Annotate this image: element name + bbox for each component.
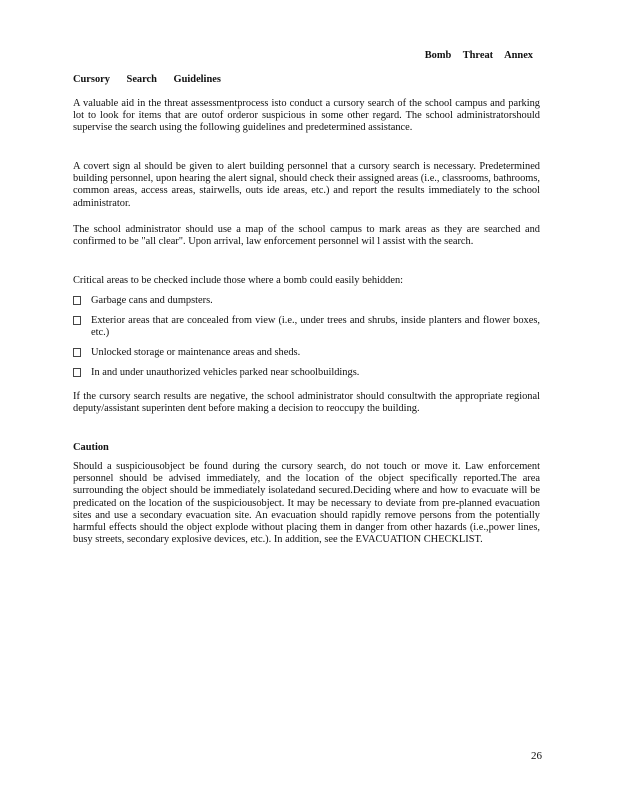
bullet-icon — [73, 368, 81, 377]
section-heading-caution: Caution — [73, 442, 109, 453]
bullet-icon — [73, 316, 81, 325]
list-item-text: Garbage cans and dumpsters. — [91, 295, 213, 306]
list-item-text: Unlocked storage or maintenance areas and sheds. — [91, 347, 301, 358]
list-item — [73, 367, 540, 377]
list-item — [73, 315, 540, 339]
paragraph-threat-assessment: A valuable aid in the threat assessmentprocess isto conduct a cursory search of the school campus and parking lot to look for items that are outof orderor suspicious in some other regard. The school administratorshould supervise the search using the following guidelines and predetermined assistance. — [73, 98, 540, 134]
list-item — [73, 295, 540, 305]
page-number: 26 — [531, 750, 542, 762]
page-header: Bomb Threat Annex — [424, 50, 533, 61]
paragraph-negative-results: If the cursory search results are negative, the school administrator should consultwith the appropriate regional deputy/assistant superinten dent before making a decision to reoccupy the building. — [73, 391, 540, 415]
bullet-icon — [73, 296, 81, 305]
list-item-text: Exterior areas that are concealed from view (i.e., under trees and shrubs, inside planters and flower boxes, etc.) — [91, 315, 540, 339]
section-heading-cursory-search: Cursory Search Guidelines — [73, 74, 221, 85]
list-item-text: In and under unauthorized vehicles parked near schoolbuildings. — [91, 367, 360, 378]
paragraph-critical-areas: Critical areas to be checked include those where a bomb could easily behidden: — [73, 275, 404, 286]
list-item — [73, 347, 540, 357]
bullet-icon — [73, 348, 81, 357]
paragraph-campus-map: The school administrator should use a map of the school campus to mark areas as they are searched and confirmed to be "all clear". Upon arrival, law enforcement personnel wil l assist with the search. — [73, 224, 540, 248]
paragraph-caution: Should a suspiciousobject be found during the cursory search, do not touch or move it. Law enforcement personnel should be advised immediately, and the location of the object specifically reported.The area surrounding the object should be immediately isolatedand secured.Deciding where and how to evacuate will be predicated on the location of the suspiciousobject. It may be necessary to deviate from pre-planned evacuation sites and use a secondary evacuation site. An evacuation should rapidly remove persons from the potentially harmful effects should the object explode without placing them in danger from other hazards (i.e.,power lines, busy streets, secondary explosive devices, etc.). In addition, see the EVACUATION CHECKLIST. — [73, 461, 540, 546]
paragraph-covert-signal: A covert sign al should be given to alert building personnel that a cursory search is necessary. Predetermined building personnel, upon hearing the alert signal, should check their assigned areas (i.e., classrooms, bathrooms, common areas, access areas, stairwells, outs ide areas, etc.) and report the results immediately to the school administrator. — [73, 161, 540, 209]
